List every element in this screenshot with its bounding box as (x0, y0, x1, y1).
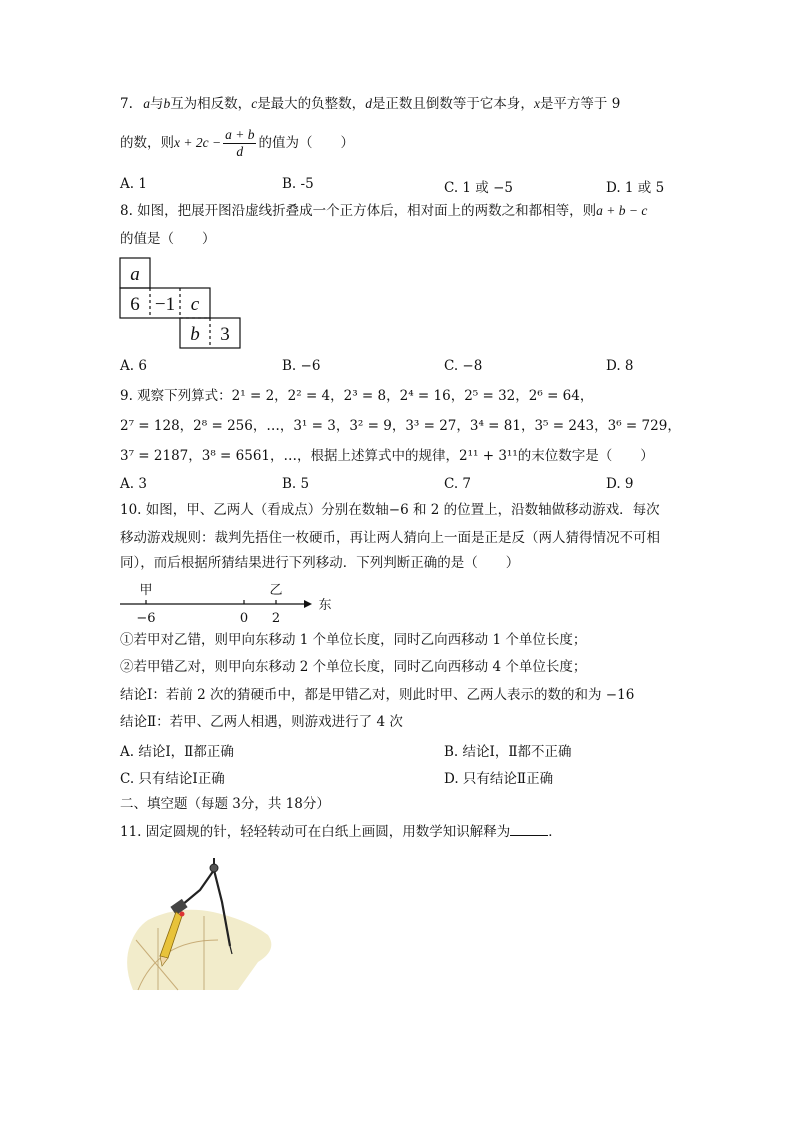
net-label-a: a (130, 264, 140, 285)
q10-line2: 移动游戏规则：裁判先捂住一枚硬币，再让两人猜向上一面是正是反（两人猜得情况不可相 (120, 530, 660, 546)
net-label-3: 3 (220, 324, 230, 345)
q10-line1: 10. 如图，甲、乙两人（看成点）分别在数轴−6 和 2 的位置上，沿数轴做移动游戏．每次 (120, 502, 660, 518)
net-label-b: b (190, 324, 200, 345)
q7-option-d: D. 1 或 5 (606, 180, 665, 196)
q10-option-b: B. 结论Ⅰ，Ⅱ都不正确 (444, 744, 572, 760)
q7-option-b: B. -5 (282, 176, 314, 192)
axis-label-east: 东 (318, 598, 332, 613)
net-label-6: 6 (130, 294, 140, 315)
q9-option-b: B. 5 (282, 476, 310, 492)
q9-line1: 9. 观察下列算式：2¹ = 2，2² = 4，2³ = 8，2⁴ = 16，2⁵ = 32，2⁶ = 64， (120, 388, 594, 404)
net-label-neg1: −1 (154, 294, 176, 315)
q10-option-d: D. 只有结论Ⅱ正确 (444, 771, 554, 787)
tick-label-0: 0 (239, 611, 249, 626)
q9-line3: 3⁷ = 2187，3⁸ = 6561，…，根据上述算式中的规律，2¹¹ + 3¹¹的末位数字是（ ） (120, 448, 654, 464)
tick-label-2: 2 (271, 611, 281, 626)
cube-net-figure (118, 256, 248, 350)
q10-line3: 同），而后根据所猜结果进行下列移动．下列判断正确的是（ ） (120, 555, 520, 571)
q8-option-a: A. 6 (120, 358, 147, 374)
axis-label-yi: 乙 (269, 583, 283, 598)
q8-line2: 的值是（ ） (120, 231, 216, 247)
compass-hinge (210, 864, 218, 872)
q9-line2: 2⁷ = 128，2⁸ = 256，…，3¹ = 3，3² = 9，3³ = 27，3⁴ = 81，3⁵ = 243，3⁶ = 729， (120, 418, 681, 434)
q10-option-a: A. 结论Ⅰ，Ⅱ都正确 (120, 744, 234, 760)
paper-background (127, 910, 271, 990)
q8-option-c: C. −8 (444, 358, 483, 374)
compass-illustration (118, 850, 278, 995)
q11-line1: 11. 固定圆规的针，轻轻转动可在白纸上画圆，用数学知识解释为 ． (120, 824, 562, 840)
net-label-c: c (190, 294, 200, 315)
axis-label-jia: 甲 (139, 583, 153, 598)
q9-option-c: C. 7 (444, 476, 472, 492)
var-a: a (143, 96, 150, 111)
q10-conclusion2: 结论Ⅱ：若甲、乙两人相遇，则游戏进行了 4 次 (120, 714, 403, 730)
number-line-figure (118, 580, 338, 628)
q10-option-c: C. 只有结论Ⅰ正确 (120, 771, 225, 787)
q8-line1: 8. 如图，把展开图沿虚线折叠成一个正方体后，相对面上的两数之和都相等，则a + b − c (120, 203, 648, 219)
q9-option-a: A. 3 (120, 476, 147, 492)
q10-conclusion1: 结论Ⅰ：若前 2 次的猜硬币中，都是甲错乙对，则此时甲、乙两人表示的数的和为 −16 (120, 687, 635, 703)
q7-expression: x + 2c − (174, 135, 222, 150)
q7-fraction: $\frac{a + b}{d}$ (225, 127, 255, 159)
q7-option-a: A. 1 (120, 176, 147, 192)
q8-option-d: D. 8 (606, 358, 634, 374)
pencil-eraser (180, 912, 185, 917)
q7-option-c: C. 1 或 −5 (444, 180, 514, 196)
q9-option-d: D. 9 (606, 476, 634, 492)
q7-line1: 7. a与b互为相反数，c是最大的负整数，d是正数且倒数等于它本身，x是平方等于 9 (120, 96, 621, 112)
q8-option-b: B. −6 (282, 358, 321, 374)
tick-label-neg6: −6 (136, 611, 156, 626)
arrow-right-icon (304, 600, 312, 608)
section-heading: 二、填空题（每题 3分，共 18分） (120, 796, 330, 812)
q10-rule1: ①若甲对乙错，则甲向东移动 1 个单位长度，同时乙向西移动 1 个单位长度； (120, 632, 587, 648)
q7-line2: 的数，则x + 2c − $\frac{a + b}{d}$ 的值为（ ） (120, 127, 354, 159)
q10-rule2: ②若甲错乙对，则甲向东移动 2 个单位长度，同时乙向西移动 4 个单位长度； (120, 659, 587, 675)
answer-blank (510, 823, 548, 836)
